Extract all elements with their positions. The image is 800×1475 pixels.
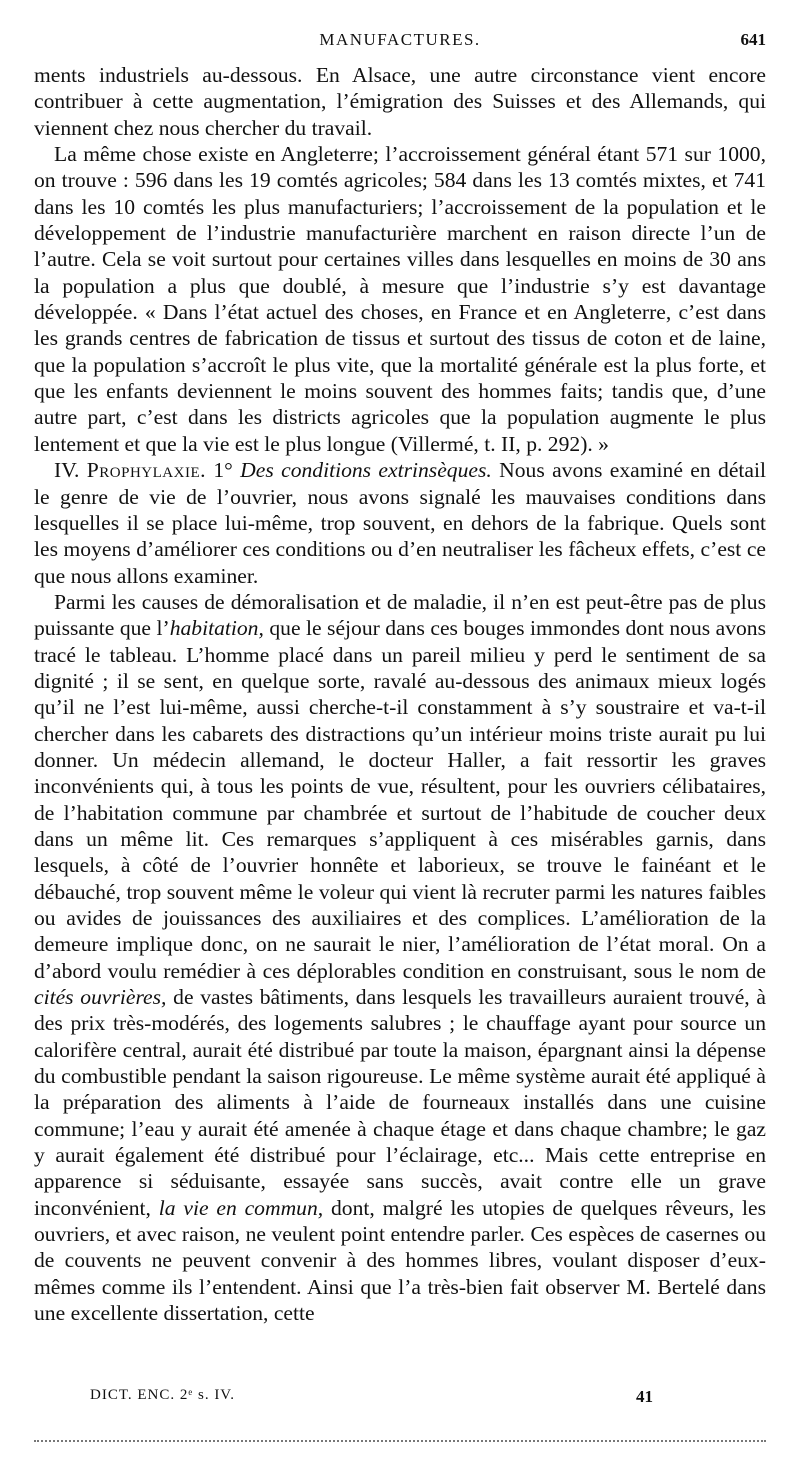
sheet-number: 41 [636, 1387, 653, 1406]
text-run: dont, malgré les utopies de quelques rêveurs, les ouvriers, et avec raison, ne veulent point entendre parler. Ces espèces de casernes ou de couvents ne peuvent convenir à des hommes libres, voulant disposer d’eux-mêmes comme ils l’entendent. Ainsi que l’a très-bien fait observer M. Bertelé dans une excellente dissertation, cette [34, 1195, 766, 1326]
section-heading: Prophylaxie. [86, 458, 207, 483]
body-text [34, 62, 766, 1327]
paragraph-england: La même chose existe en Angleterre; l’accroissement général étant 571 sur 1000, on trouve : 596 dans les 19 comtés agricoles; 584 dans les 13 comtés mixtes, et 741 dans les 10 comtés les plus manufacturiers; l’accroissement de la population et le développement de l’industrie manufacturière marchent en raison directe l’un de l’autre. Cela se voit surtout pour certaines villes dans lesquelles en moins de 30 ans la population a plus que doublé, à mesure que l’industrie s’y est davantage développée. « Dans l’état actuel des choses, en France et en Angleterre, c’est dans les grands centres de fabrication de tissus et surtout des tissus de coton et de laine, que la population s’accroît le plus vite, que la mortalité générale est la plus forte, et que les enfants deviennent le moins souvent des hommes faits; tandis que, d’une autre part, c’est dans les districts agricoles que la population augmente le plus lentement et que la vie est le plus longue (Villermé, t. II, p. 292). » [34, 142, 766, 456]
italic-term-cites-ouvrieres: cités ouvrières, [34, 985, 167, 1010]
running-head [34, 28, 766, 56]
italic-term-habitation: habitation, [169, 616, 264, 641]
subsection-title: Des conditions extrinsèques. [240, 458, 492, 483]
paragraph-prophylaxie [34, 457, 766, 589]
dotted-rule [34, 1440, 766, 1444]
page [34, 28, 766, 1327]
subsection-number: 1° [213, 458, 233, 483]
paragraph-text: Nous avons examiné en détail le genre de vie de l’ouvrier, nous avons signalé les mauvaises conditions dans lesquelles il se place lui-même, trop souvent, en dehors de la fabrique. Quels sont les moyens d’améliorer ces conditions ou d’en neutraliser les fâcheux effets, c’est ce que nous allons examiner. [34, 458, 766, 588]
section-number: IV. [54, 458, 80, 483]
page-footer [34, 1387, 766, 1411]
italic-term-vie-en-commun: la vie en commun, [158, 1195, 324, 1220]
page-number: 641 [740, 30, 766, 49]
text-run: de vastes bâtiments, dans lesquels les travailleurs auraient trouvé, à des prix très-modérés, des logements salubres ; le chauffage ayant pour source un calorifère central, aurait été distribué par toute la maison, épargnant ainsi la dépense du combustible pendant la saison rigoureuse. Le même système aurait été appliqué à la préparation des aliments à l’aide de fourneaux installés dans une cuisine commune; l’eau y aurait été amenée à chaque étage et dans chaque chambre; le gaz y aurait également été distribué pour l’éclairage, etc... Mais cette entreprise en apparence si séduisante, essayée sans succès, avait contre elle un grave inconvénient, [34, 985, 766, 1220]
printer-signature: DICT. ENC. 2ᵉ s. IV. [90, 1387, 235, 1403]
text-run: Parmi les causes de démoralisation et de maladie, il n’en est peut-être pas de plus puissante que l’ [34, 589, 766, 641]
text-run: que le séjour dans ces bouges immondes dont nous avons tracé le tableau. L’homme placé dans un pareil milieu y perd le sentiment de sa dignité ; il se sent, en quelque sorte, ravalé au-dessous des animaux mieux logés qu’il ne l’est lui-même, aussi cherche-t-il constamment à s’y soustraire et va-t-il chercher dans les cabarets des distractions qu’un intérieur moins triste aurait pu lui donner. Un médecin allemand, le docteur Haller, a fait ressortir les graves inconvénients qui, à tous les points de vue, résultent, pour les ouvriers célibataires, de l’habitation commune par chambrée et surtout de l’habitude de coucher deux dans un même lit. Ces remarques s’appliquent à ces misérables garnis, dans lesquels, à côté de l’ouvrier honnête et laborieux, se trouve le fainéant et le débauché, trop souvent même le voleur qui vient là recruter parmi les natures faibles ou avides de jouissances des auxiliaires et des complices. L’amélioration de la demeure implique donc, on ne saurait le nier, l’amélioration de l’état moral. On a d’abord voulu remédier à ces déplorables condition en construisant, sous le nom de [34, 616, 766, 983]
paragraph-continuation: ments industriels au-dessous. En Alsace, une autre circonstance vient encore contribuer à cette augmentation, l’émigration des Suisses et des Allemands, qui viennent chez nous chercher du travail. [34, 63, 766, 140]
running-title: MANUFACTURES. [319, 30, 481, 49]
paragraph-habitation [34, 589, 766, 1327]
